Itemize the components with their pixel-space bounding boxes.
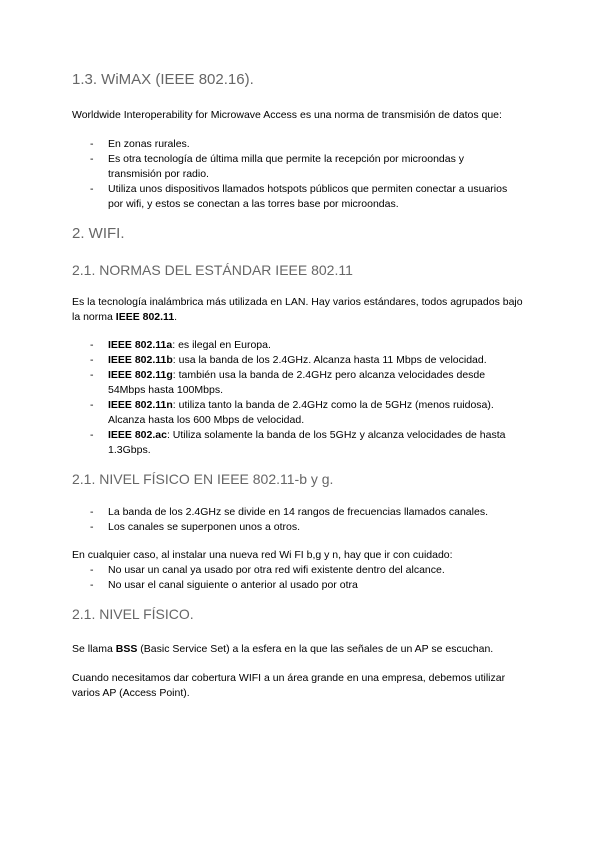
list-item: - Es otra tecnología de última milla que permite la recepción por microondas y transmisión por radio.: [90, 153, 465, 180]
list-item: - Los canales se superponen unos a otros.: [90, 521, 301, 533]
normas-list: [90, 338, 520, 458]
bullet-dash: -: [90, 579, 94, 591]
list-item: - IEEE 802.ac: Utiliza solamente la banda de los 5GHz y alcanza velocidades de hasta 1.3Gbps.: [90, 429, 506, 456]
wimax-intro: Worldwide Interoperability for Microwave Access es una norma de transmisión de datos que:: [72, 109, 502, 121]
bullet-dash: -: [90, 564, 94, 576]
bullet-dash: -: [90, 138, 94, 150]
section-heading-normas: 2.1. NORMAS DEL ESTÁNDAR IEEE 802.11: [72, 262, 353, 278]
list-item: - Utiliza unos dispositivos llamados hotspots públicos que permiten conectar a usuarios por wifi, y estos se conectan a las torres base por microondas.: [90, 183, 508, 210]
bullet-dash: -: [90, 429, 94, 441]
bullet-dash: -: [90, 399, 94, 411]
list-item: - No usar un canal ya usado por otra red wifi existente dentro del alcance.: [90, 564, 445, 576]
section-heading-wimax: 1.3. WiMAX (IEEE 802.16).: [72, 71, 254, 88]
list-item: - IEEE 802.11a: es ilegal en Europa.: [90, 339, 271, 351]
list-item: - IEEE 802.11b: usa la banda de los 2.4GHz. Alcanza hasta 11 Mbps de velocidad.: [90, 354, 487, 366]
list-item: - La banda de los 2.4GHz se divide en 14 rangos de frecuencias llamados canales.: [90, 506, 488, 518]
bullet-dash: -: [90, 153, 94, 165]
section-heading-nivel-bg: 2.1. NIVEL FÍSICO EN IEEE 802.11-b y g.: [72, 471, 334, 487]
bullet-dash: -: [90, 339, 94, 351]
nivel-bg-para: En cualquier caso, al instalar una nueva red Wi FI b,g y n, hay que ir con cuidado:: [72, 549, 453, 561]
bullet-dash: -: [90, 521, 94, 533]
list-item: - En zonas rurales.: [90, 138, 190, 150]
nivel-para-1: Se llama BSS (Basic Service Set) a la esfera en la que las señales de un AP se escuchan.: [72, 643, 494, 655]
wimax-list: [90, 137, 520, 212]
section-heading-nivel: 2.1. NIVEL FÍSICO.: [72, 606, 194, 622]
normas-intro: Es la tecnología inalámbrica más utilizada en LAN. Hay varios estándares, todos agrupados bajo la norma IEEE 802.11.: [72, 296, 523, 323]
list-item: - No usar el canal siguiente o anterior al usado por otra: [90, 579, 358, 591]
bullet-dash: -: [90, 369, 94, 381]
nivel-bg-list-2: [90, 563, 520, 593]
list-item: - IEEE 802.11g: también usa la banda de 2.4GHz pero alcanza velocidades desde 54Mbps hasta 100Mbps.: [90, 369, 486, 396]
nivel-para-2: Cuando necesitamos dar cobertura WIFI a un área grande en una empresa, debemos utilizar varios AP (Access Point).: [72, 672, 506, 699]
section-heading-wifi: 2. WIFI.: [72, 225, 125, 242]
bullet-dash: -: [90, 354, 94, 366]
nivel-bg-list: [90, 505, 520, 535]
bullet-dash: -: [90, 506, 94, 518]
list-item: - IEEE 802.11n: utiliza tanto la banda de 2.4GHz como la de 5GHz (menos ruidosa). Alcanza hasta los 600 Mbps de velocidad.: [90, 399, 494, 426]
bullet-dash: -: [90, 183, 94, 195]
